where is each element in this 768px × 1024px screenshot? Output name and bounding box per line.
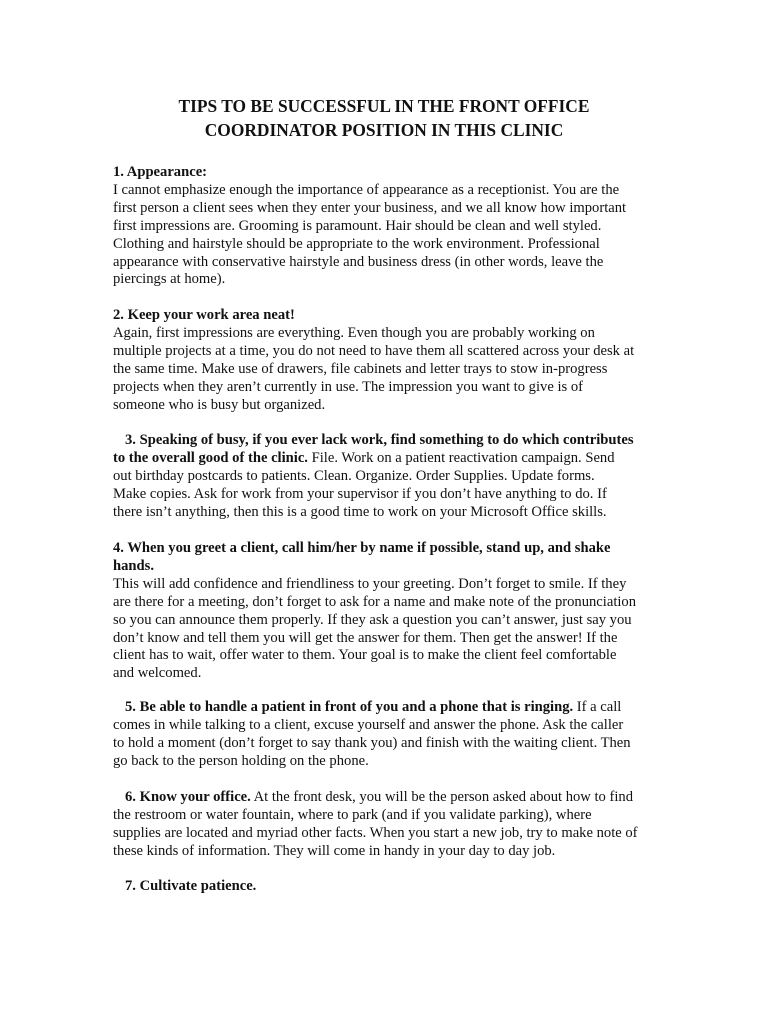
paragraph-line: projects when they aren’t currently in use. The impression you want to give is of <box>113 378 583 395</box>
section-patient-and-phone <box>113 699 673 771</box>
paragraph-line: there isn’t anything, then this is a good time to work on your Microsoft Office skills. <box>113 503 607 520</box>
paragraph-line: go back to the person holding on the phone. <box>113 752 369 769</box>
section-heading: 7. Cultivate patience. <box>125 878 257 894</box>
paragraph-line: and welcomed. <box>113 665 202 682</box>
section-heading: 5. Be able to handle a patient in front of you and a phone that is ringing. <box>125 699 574 715</box>
paragraph-line: the same time. Make use of drawers, file cabinets and letter trays to stow in-progress <box>113 360 608 377</box>
section-heading-continued: to the overall good of the clinic. <box>113 449 308 466</box>
title-line-1: TIPS TO BE SUCCESSFUL IN THE FRONT OFFICE <box>178 96 590 116</box>
section-heading: 4. When you greet a client, call him/her by name if possible, stand up, and shake <box>113 540 611 556</box>
paragraph-line: client has to wait, offer water to them. Your goal is to make the client feel comfortable <box>113 647 617 664</box>
section-heading: 6. Know your office. <box>125 789 251 805</box>
paragraph-text: File. Work on a patient reactivation campaign. Send <box>307 449 615 466</box>
paragraph-line: first impressions are. Grooming is paramount. Hair should be clean and well styled. <box>113 217 602 234</box>
document-title <box>100 94 668 142</box>
paragraph-line <box>113 789 673 807</box>
section-busy <box>113 432 673 522</box>
section-heading: 2. Keep your work area neat! <box>113 307 295 323</box>
section-patience <box>113 878 673 896</box>
paragraph-line: piercings at home). <box>113 271 226 288</box>
paragraph-line: the restroom or water fountain, where to park (and if you validate parking), where <box>113 806 592 823</box>
paragraph-line: supplies are located and myriad other facts. When you start a new job, try to make note of <box>113 824 638 841</box>
paragraph-line <box>113 450 673 468</box>
section-greet-client <box>113 540 673 683</box>
paragraph-line: Clothing and hairstyle should be appropriate to the work environment. Professional <box>113 235 600 252</box>
paragraph-line: comes in while talking to a client, excuse yourself and answer the phone. Ask the caller <box>113 716 624 733</box>
paragraph-line: so you can announce them properly. If they ask a question you can’t answer, just say you <box>113 611 632 628</box>
paragraph-line: are there for a meeting, don’t forget to ask for a name and make note of the pronunciation <box>113 593 637 610</box>
paragraph-text: If a call <box>573 699 622 715</box>
paragraph-line: these kinds of information. They will come in handy in your day to day job. <box>113 842 556 859</box>
paragraph-line: This will add confidence and friendliness to your greeting. Don’t forget to smile. If they <box>113 575 627 592</box>
paragraph-line: multiple projects at a time, you do not need to have them all scattered across your desk at <box>113 342 635 359</box>
paragraph-text: At the front desk, you will be the person asked about how to find <box>250 789 634 805</box>
section-appearance <box>113 164 673 289</box>
section-heading: 1. Appearance: <box>113 164 208 180</box>
title-line-2: COORDINATOR POSITION IN THIS CLINIC <box>204 120 564 140</box>
section-heading: 3. Speaking of busy, if you ever lack work, find something to do which contributes <box>125 432 634 448</box>
paragraph-line: Make copies. Ask for work from your supervisor if you don’t have anything to do. If <box>113 485 607 502</box>
paragraph-line: out birthday postcards to patients. Clean. Organize. Order Supplies. Update forms. <box>113 467 595 484</box>
paragraph-line: don’t know and tell them you will get the answer for them. Then get the answer! If the <box>113 629 618 646</box>
paragraph-line: first person a client sees when they enter your business, and we all know how important <box>113 199 627 216</box>
paragraph-line: Again, first impressions are everything. Even though you are probably working on <box>113 324 595 341</box>
paragraph-line: appearance with conservative hairstyle and business dress (in other words, leave the <box>113 253 604 270</box>
paragraph-line <box>113 699 673 717</box>
paragraph-line: to hold a moment (don’t forget to say thank you) and finish with the waiting client. Then <box>113 734 631 751</box>
section-work-area <box>113 307 673 414</box>
paragraph-line: I cannot emphasize enough the importance of appearance as a receptionist. You are the <box>113 181 620 198</box>
paragraph-line: someone who is busy but organized. <box>113 396 326 413</box>
section-know-office <box>113 789 673 861</box>
section-heading-continued: hands. <box>113 557 154 574</box>
